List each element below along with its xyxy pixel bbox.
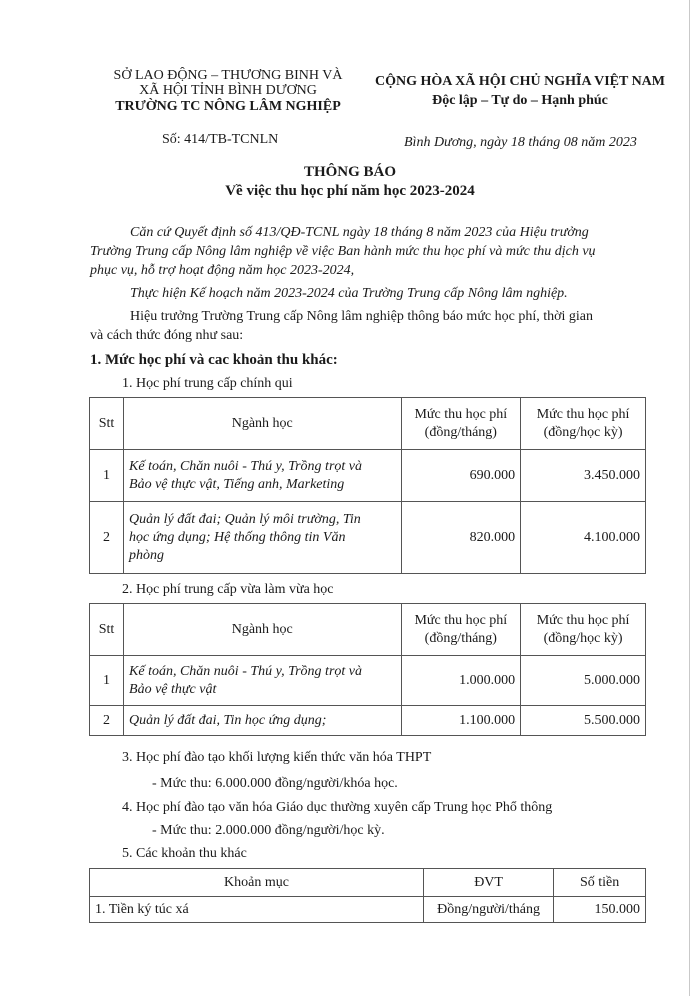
page-edge-line: [689, 0, 690, 996]
row-major: [124, 502, 401, 574]
subsection-2-title: 2. Học phí trung cấp vừa làm vừa học: [122, 582, 334, 597]
header-month-fee-line-2: (đồng/tháng): [424, 630, 497, 646]
row-unit: Đồng/người/tháng: [424, 897, 554, 923]
row-month-fee: 690.000: [401, 450, 521, 502]
row-major: [124, 450, 401, 502]
place-date: Bình Dương, ngày 18 tháng 08 năm 2023: [404, 135, 637, 150]
table-row: [90, 706, 646, 736]
national-title: CỘNG HÒA XÃ HỘI CHỦ NGHĨA VIỆT NAM: [374, 74, 665, 89]
school-name: TRƯỜNG TC NÔNG LÂM NGHIỆP: [115, 99, 341, 114]
subsection-3-detail: - Mức thu: 6.000.000 đồng/người/khóa học.: [152, 776, 398, 791]
row-major-line-3: phòng: [129, 547, 165, 563]
header-amount: Số tiền: [554, 869, 646, 897]
row-semester-fee: 3.450.000: [521, 450, 646, 502]
header-semester-fee: [521, 398, 646, 450]
row-major-line-1: Kế toán, Chăn nuôi - Thú y, Trồng trọt và: [129, 663, 362, 679]
subsection-3-title: 3. Học phí đào tạo khối lượng kiến thức văn hóa THPT: [122, 750, 432, 765]
header-semester-fee: [521, 604, 646, 656]
intro-paragraph-3-line-2: và cách thức đóng như sau:: [90, 328, 244, 343]
intro-paragraph-1-line-1: Căn cứ Quyết định số 413/QĐ-TCNL ngày 18 tháng 8 năm 2023 của Hiệu trưởng: [130, 225, 589, 240]
table-header-row: [90, 398, 646, 450]
row-major-line-1: Kế toán, Chăn nuôi - Thú y, Trồng trọt và: [129, 458, 362, 474]
row-major-line-2: Bảo vệ thực vật, Tiếng anh, Marketing: [129, 476, 345, 492]
row-major-line-1: Quản lý đất đai; Quản lý môi trường, Tin: [129, 511, 361, 527]
row-month-fee: 1.100.000: [401, 706, 521, 736]
row-amount: 150.000: [554, 897, 646, 923]
row-major-line-2: học ứng dụng; Hệ thống thông tin Văn: [129, 529, 346, 545]
header-month-fee-line-2: (đồng/tháng): [424, 424, 497, 440]
other-fees-table: [89, 868, 646, 923]
intro-paragraph-3-line-1: Hiệu trưởng Trường Trung cấp Nông lâm nghiệp thông báo mức học phí, thời gian: [130, 309, 594, 324]
section-1-heading: 1. Mức học phí và cac khoản thu khác:: [90, 352, 338, 368]
header-semester-fee-line-2: (đồng/học kỳ): [543, 424, 623, 440]
table-row: [90, 897, 646, 923]
subsection-4-title: 4. Học phí đào tạo văn hóa Giáo dục thường xuyên cấp Trung học Phổ thông: [122, 800, 553, 815]
row-stt: 1: [90, 450, 124, 502]
header-month-fee-line-1: Mức thu học phí: [414, 406, 508, 422]
row-major: [124, 656, 401, 706]
row-major-line-2: Bảo vệ thực vật: [129, 681, 217, 697]
subsection-1-title: 1. Học phí trung cấp chính qui: [122, 376, 293, 391]
row-major: Quản lý đất đai, Tin học ứng dụng;: [124, 706, 401, 736]
row-stt: 2: [90, 502, 124, 574]
work-study-tuition-table: [89, 603, 646, 736]
header-stt: Stt: [90, 604, 124, 656]
notice-title: THÔNG BÁO: [303, 164, 397, 180]
agency-name: [88, 68, 368, 115]
row-stt: 2: [90, 706, 124, 736]
header-stt: Stt: [90, 398, 124, 450]
header-month-fee-line-1: Mức thu học phí: [414, 612, 508, 628]
row-semester-fee: 5.000.000: [521, 656, 646, 706]
regular-tuition-table: [89, 397, 646, 574]
table-row: [90, 656, 646, 706]
table-row: [90, 450, 646, 502]
header-item: Khoản mục: [90, 869, 424, 897]
intro-paragraph-1-line-3: phục vụ, hỗ trợ hoạt động năm học 2023-2024,: [90, 263, 355, 278]
row-month-fee: 820.000: [401, 502, 521, 574]
table-row: [90, 502, 646, 574]
header-semester-fee-line-1: Mức thu học phí: [536, 612, 630, 628]
document-number: Số: 414/TB-TCNLN: [162, 132, 279, 147]
row-semester-fee: 4.100.000: [521, 502, 646, 574]
row-month-fee: 1.000.000: [401, 656, 521, 706]
header-semester-fee-line-2: (đồng/học kỳ): [543, 630, 623, 646]
subsection-4-detail: - Mức thu: 2.000.000 đồng/người/học kỳ.: [152, 823, 385, 838]
table-header-row: [90, 869, 646, 897]
row-stt: 1: [90, 656, 124, 706]
agency-line-2: XÃ HỘI TỈNH BÌNH DƯƠNG: [139, 83, 317, 98]
header-major: Ngành học: [124, 604, 401, 656]
national-motto: Độc lập – Tự do – Hạnh phúc: [432, 93, 608, 108]
table-header-row: [90, 604, 646, 656]
header-unit: ĐVT: [424, 869, 554, 897]
header-major: Ngành học: [124, 398, 401, 450]
intro-paragraph-2: Thực hiện Kế hoạch năm 2023-2024 của Trường Trung cấp Nông lâm nghiệp.: [130, 286, 568, 301]
row-item: 1. Tiền ký túc xá: [90, 897, 424, 923]
intro-paragraph-1-line-2: Trường Trung cấp Nông lâm nghiệp về việc Ban hành mức thu học phí và mức thu dịch vụ: [90, 244, 596, 259]
notice-subtitle: Về việc thu học phí năm học 2023-2024: [225, 183, 475, 199]
subsection-5-title: 5. Các khoản thu khác: [122, 846, 247, 861]
agency-line-1: SỞ LAO ĐỘNG – THƯƠNG BINH VÀ: [113, 68, 343, 83]
header-month-fee: [401, 398, 521, 450]
row-semester-fee: 5.500.000: [521, 706, 646, 736]
header-month-fee: [401, 604, 521, 656]
header-semester-fee-line-1: Mức thu học phí: [536, 406, 630, 422]
